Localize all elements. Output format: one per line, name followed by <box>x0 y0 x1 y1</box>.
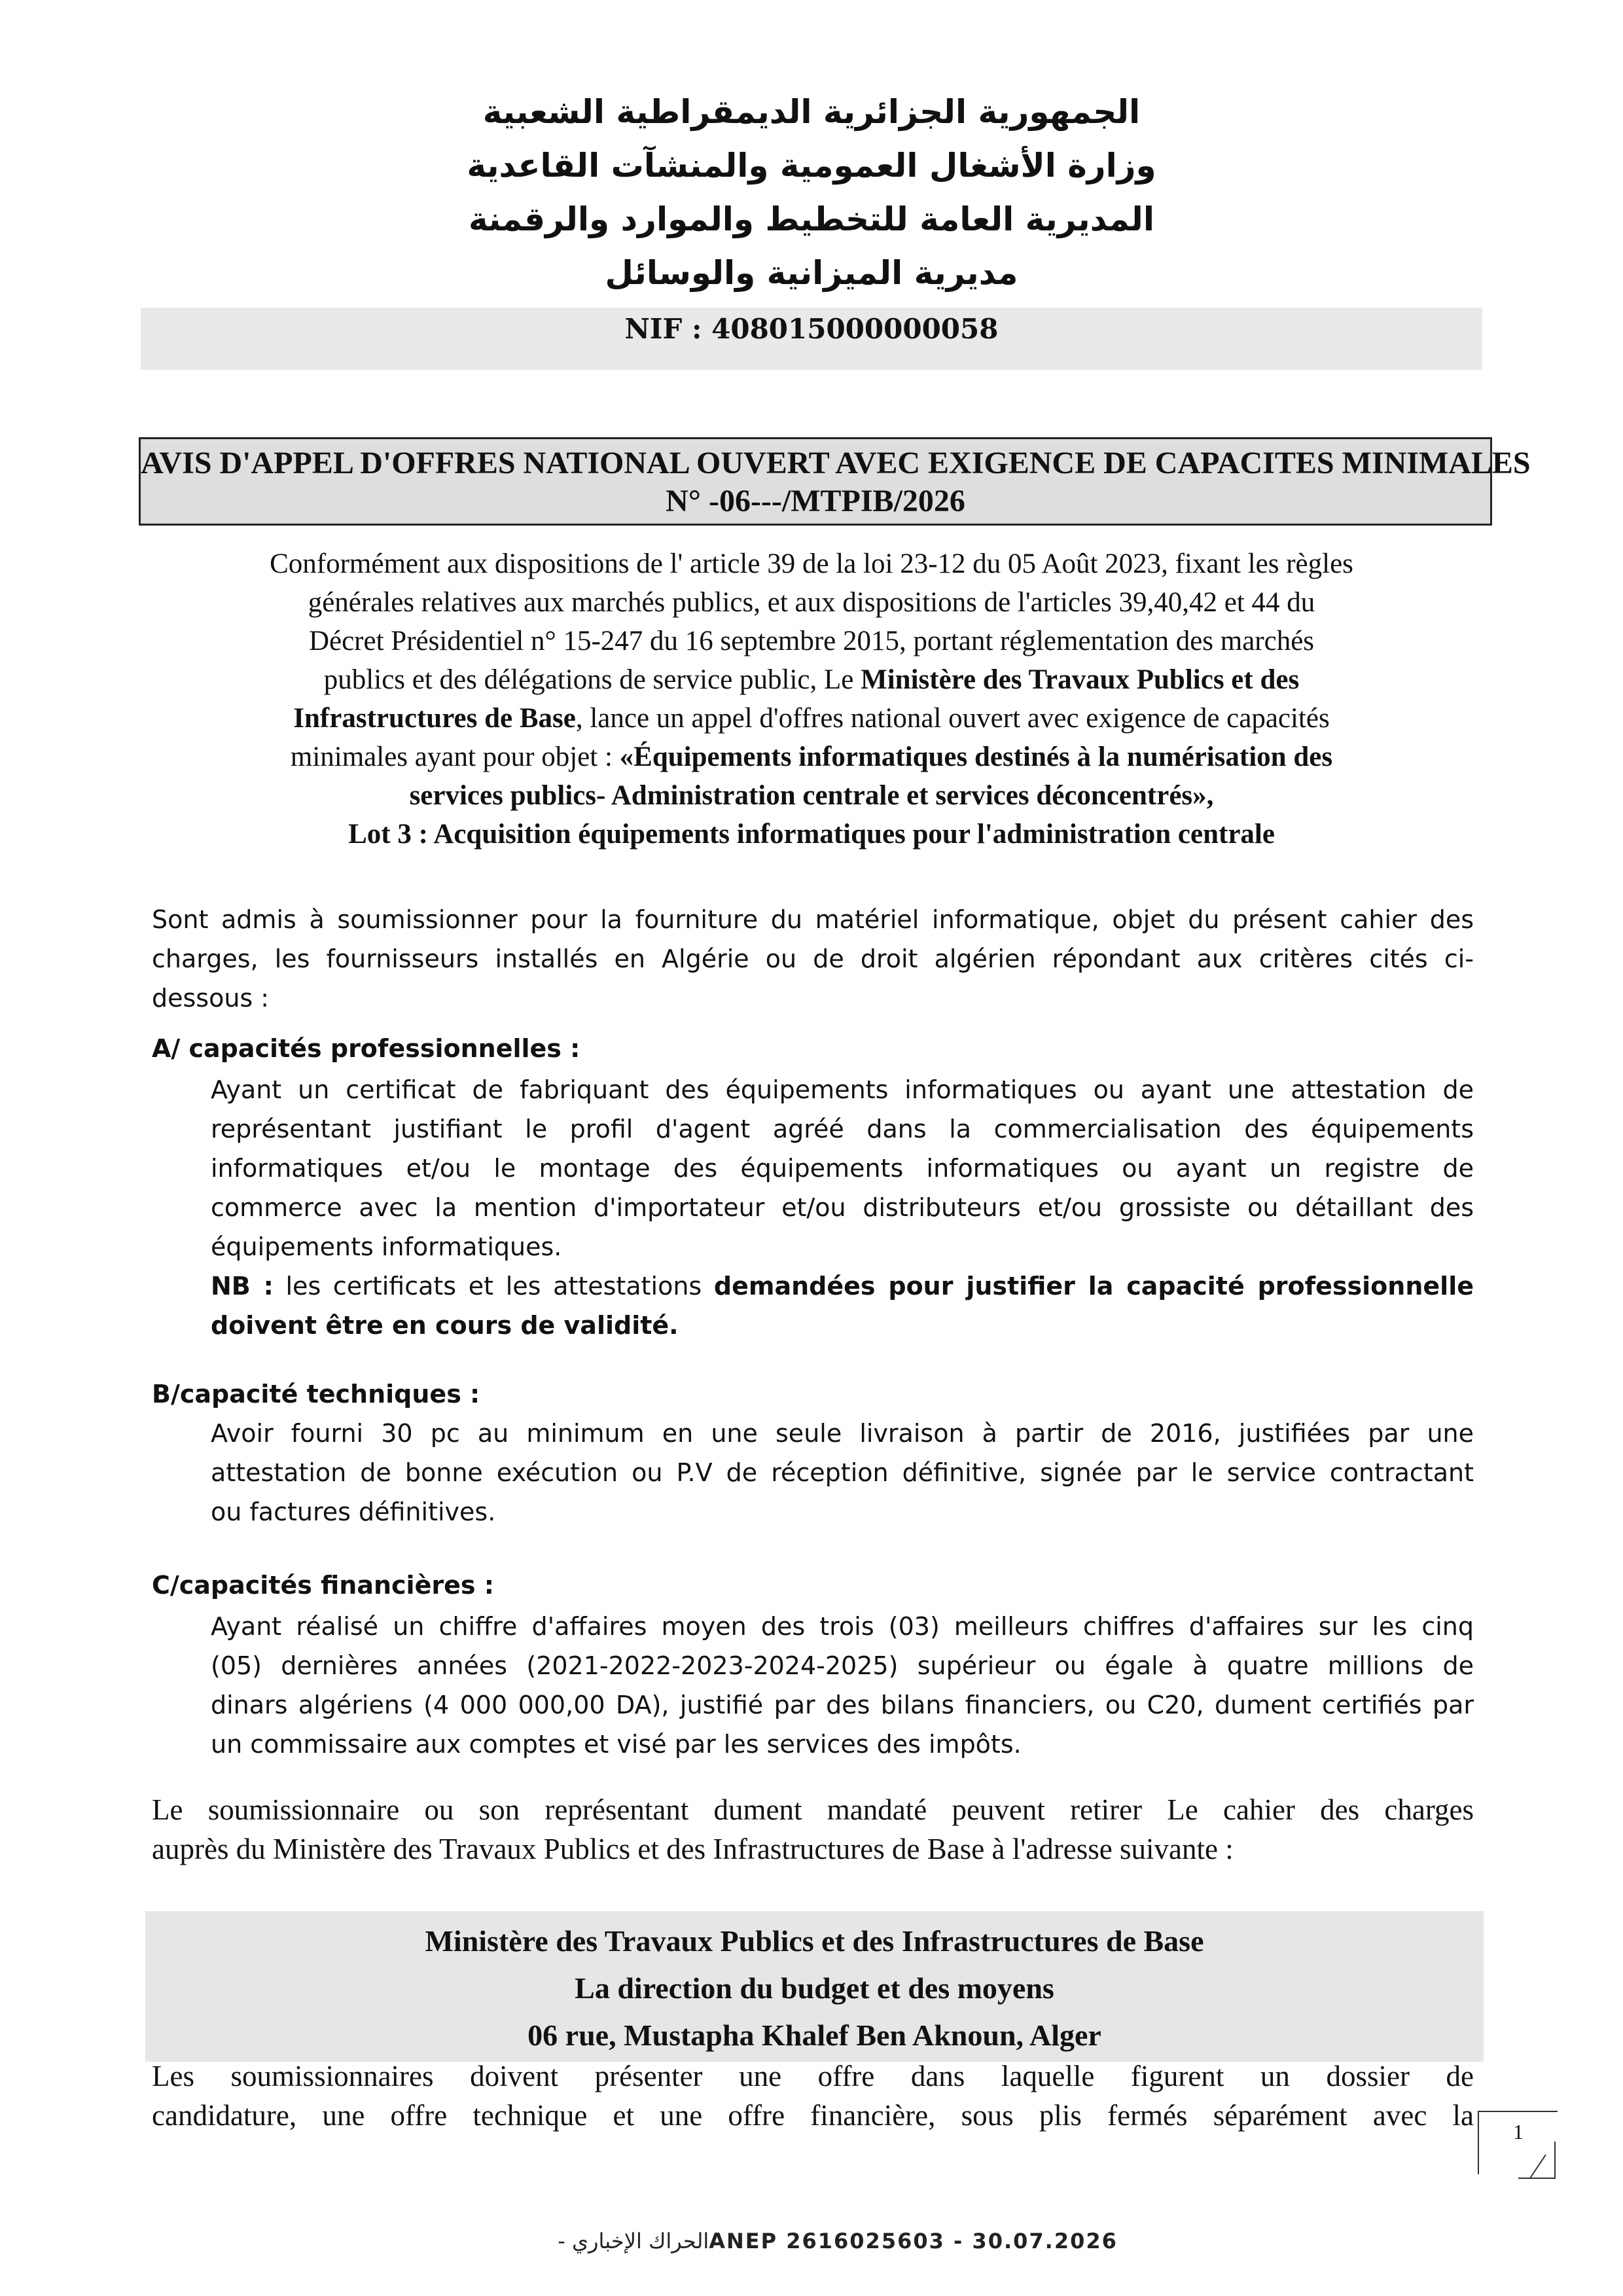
section-c-line: dinars algériens (4 000 000,00 DA), justifié par des bilans financiers, ou C20, dument certifiés par <box>211 1691 1474 1719</box>
section-b-line: Avoir fourni 30 pc au minimum en une seule livraison à partir de 2016, justifiées par une <box>211 1419 1474 1448</box>
section-b-line: ou factures définitives. <box>211 1498 496 1526</box>
notice-number: N° -06---/MTPIB/2026 <box>666 484 965 518</box>
retrieval-paragraph <box>152 1790 1474 1869</box>
lot-line: Lot 3 : Acquisition équipements informatiques pour l'administration centrale <box>348 819 1275 850</box>
section-c-line: un commissaire aux comptes et visé par les services des impôts. <box>211 1730 1022 1759</box>
section-b-body <box>211 1414 1474 1532</box>
eligibility-line: Sont admis à soumissionner pour la fourniture du matériel informatique, objet du présent cahier des <box>152 905 1474 934</box>
intro-line: Conformément aux dispositions de l' article 39 de la loi 23-12 du 05 Août 2023, fixant les règles <box>270 548 1353 579</box>
intro-line <box>141 699 1482 738</box>
section-a-line: représentant justifiant le profil d'agent agréé dans la commercialisation des équipements <box>211 1115 1474 1143</box>
notice-title-box <box>139 437 1531 526</box>
object-line: services publics- Administration centrale et services déconcentrés», <box>409 780 1214 811</box>
object-bold: «Équipements informatiques destinés à la numérisation des <box>619 742 1333 772</box>
closing-line: candidature, une offre technique et une offre financière, sous plis fermés séparément avec la <box>152 2099 1474 2132</box>
nb-label: NB : <box>211 1272 274 1300</box>
retrieval-line: auprès du Ministère des Travaux Publics et des Infrastructures de Base à l'adresse suivante : <box>152 1833 1234 1865</box>
footer-anep-code: ANEP 2616025603 - 30.07.2026 <box>709 2229 1118 2253</box>
nb-bold-line: doivent être en cours de validité. <box>211 1311 679 1340</box>
intro-line: générales relatives aux marchés publics, et aux dispositions de l'articles 39,40,42 et 44 du <box>308 587 1315 618</box>
section-c-title: C/capacités financières : <box>152 1571 494 1600</box>
eligibility-line: dessous : <box>152 984 270 1013</box>
header-line-directorate: المديرية العامة للتخطيط والموارد والرقمنة <box>469 200 1154 238</box>
publication-footer <box>524 2229 1145 2253</box>
header-line-sub-directorate: مديرية الميزانية والوسائل <box>605 254 1018 292</box>
header-line-ministry: وزارة الأشغال العمومية والمنشآت القاعدية <box>467 147 1156 185</box>
closing-paragraph <box>152 2056 1474 2135</box>
notice-title: AVIS D'APPEL D'OFFRES NATIONAL OUVERT AVEC EXIGENCE DE CAPACITES MINIMALES <box>141 446 1531 480</box>
address-street: 06 rue, Mustapha Khalef Ben Aknoun, Alger <box>527 2018 1101 2052</box>
section-a-body <box>211 1070 1474 1345</box>
folded-corner-icon <box>1517 2140 1556 2179</box>
nb-line <box>211 1266 1474 1306</box>
ministry-name-bold: Ministère des Travaux Publics et des <box>861 664 1300 695</box>
section-a-line: commerce avec la mention d'importateur et/ou distributeurs et/ou grossiste ou détaillant des <box>211 1193 1474 1222</box>
section-b-title: B/capacité techniques : <box>152 1380 480 1408</box>
footer-newspaper: الحراك الإخباري - <box>551 2229 709 2253</box>
intro-line <box>141 738 1482 776</box>
section-a-title: A/ capacités professionnelles : <box>152 1034 580 1063</box>
eligibility-paragraph <box>152 900 1474 1018</box>
nif-number: NIF : 408015000000058 <box>624 313 999 345</box>
section-c-line: (05) dernières années (2021-2022-2023-2024-2025) supérieur ou égale à quatre millions de <box>211 1651 1474 1680</box>
ministry-name-bold: Infrastructures de Base <box>293 703 576 734</box>
intro-line: Décret Présidentiel n° 15-247 du 16 septembre 2015, portant réglementation des marchés <box>308 626 1315 656</box>
arabic-header <box>458 85 1165 300</box>
eligibility-line: charges, les fournisseurs installés en Algérie ou de droit algérien répondant aux critères cités ci- <box>152 944 1474 973</box>
address-ministry: Ministère des Travaux Publics et des Infrastructures de Base <box>425 1924 1204 1958</box>
section-a-line: Ayant un certificat de fabriquant des équipements informatiques ou ayant une attestation de <box>211 1075 1474 1104</box>
closing-line: Les soumissionnaires doivent présenter une offre dans laquelle figurent un dossier de <box>152 2060 1474 2092</box>
header-line-republic: الجمهورية الجزائرية الديمقراطية الشعبية <box>482 93 1141 131</box>
section-a-line: équipements informatiques. <box>211 1232 562 1261</box>
intro-text: publics et des délégations de service public, Le <box>323 664 861 695</box>
intro-paragraph <box>141 545 1482 853</box>
address-block <box>145 1918 1484 2059</box>
intro-text: minimales ayant pour objet : <box>290 742 620 772</box>
nb-text: les certificats et les attestations <box>273 1272 714 1300</box>
section-c-line: Ayant réalisé un chiffre d'affaires moyen des trois (03) meilleurs chiffres d'affaires sur les cinq <box>211 1612 1474 1641</box>
intro-line <box>141 660 1482 699</box>
section-b-line: attestation de bonne exécution ou P.V de réception définitive, signée par le service contractant <box>211 1458 1474 1487</box>
retrieval-line: Le soumissionnaire ou son représentant dument mandaté peuvent retirer Le cahier des charges <box>152 1793 1474 1826</box>
section-c-body <box>211 1607 1474 1764</box>
page-number: 1 <box>1478 2111 1558 2174</box>
address-direction: La direction du budget et des moyens <box>575 1971 1054 2005</box>
nb-bold-text: demandées pour justifier la capacité professionnelle <box>713 1272 1474 1300</box>
section-a-line: informatiques et/ou le montage des équipements informatiques ou ayant un registre de <box>211 1154 1474 1183</box>
intro-text: , lance un appel d'offres national ouvert avec exigence de capacités <box>575 703 1330 734</box>
